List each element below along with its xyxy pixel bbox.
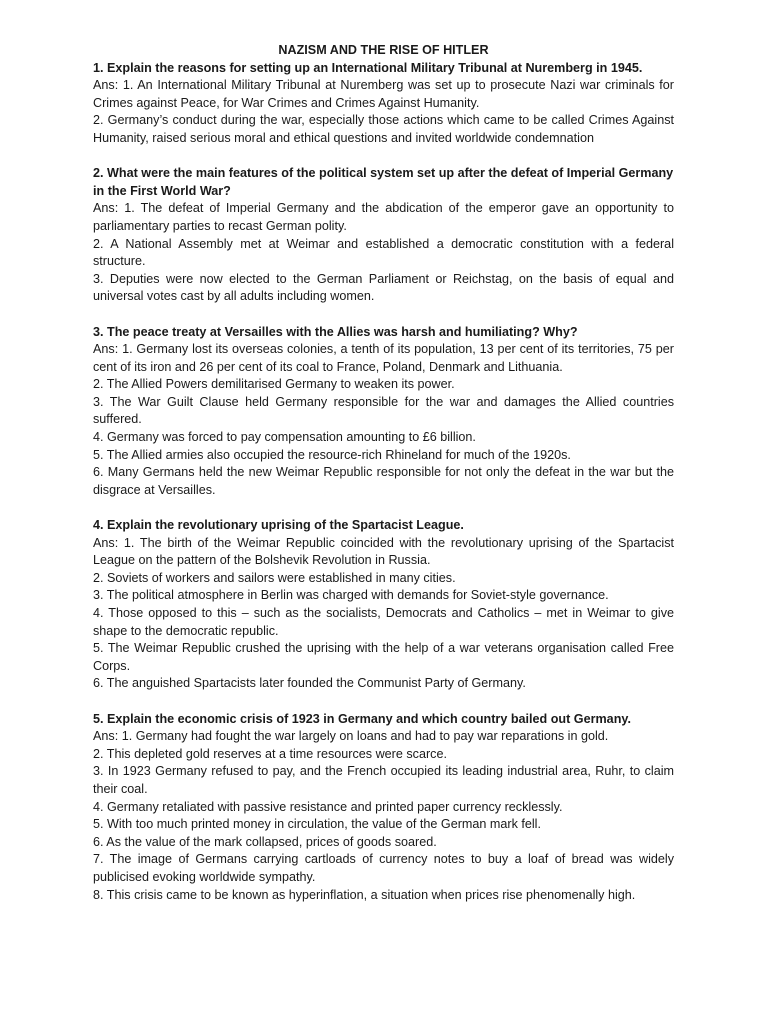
answer-paragraph: 3. The War Guilt Clause held Germany responsible for the war and damages the Allied countries suffered. <box>93 394 674 427</box>
answer-paragraph: 4. Germany retaliated with passive resistance and printed paper currency recklessly. <box>93 799 563 814</box>
answer-paragraph: Ans: 1. An International Military Tribunal at Nuremberg was set up to prosecute Nazi war criminals for Crimes against Peace, for War Crimes and Crimes Against Humanity. <box>93 78 674 110</box>
answer-paragraph: Ans: 1. Germany lost its overseas colonies, a tenth of its population, 13 per cent of its territories, 75 per cent of its iron and 26 per cent of its coal to France, Poland, Denmark and Lithuania. <box>93 342 674 374</box>
answer-paragraph: 5. With too much printed money in circulation, the value of the German mark fell. <box>93 817 541 832</box>
document-title: NAZISM AND THE RISE OF HITLER <box>278 43 489 57</box>
question-heading: 5. Explain the economic crisis of 1923 in Germany and which country bailed out Germany. <box>93 711 631 726</box>
question-section-4 <box>93 517 674 693</box>
question-heading: 3. The peace treaty at Versailles with the Allies was harsh and humiliating? Why? <box>93 324 578 339</box>
answer-paragraph: 6. As the value of the mark collapsed, prices of goods soared. <box>93 834 437 849</box>
answer-paragraph: Ans: 1. The birth of the Weimar Republic coincided with the revolutionary uprising of the Spartacist League on the pattern of the Bolshevik Revolution in Russia. <box>93 535 674 568</box>
question-heading: 2. What were the main features of the political system set up after the defeat of Imperial Germany in the First World War? <box>93 166 674 198</box>
document-page <box>93 42 674 922</box>
answer-paragraph: 7. The image of Germans carrying cartloads of currency notes to buy a loaf of bread was widely publicised evoking worldwide sympathy. <box>93 852 674 884</box>
answer-paragraph: 2. Soviets of workers and sailors were established in many cities. <box>93 570 456 585</box>
answer-paragraph: 2. The Allied Powers demilitarised Germany to weaken its power. <box>93 377 455 392</box>
answer-paragraph: 3. Deputies were now elected to the German Parliament or Reichstag, on the basis of equal and universal votes cast by all adults including women. <box>93 271 674 304</box>
question-section-1 <box>93 60 674 148</box>
answer-paragraph: 4. Germany was forced to pay compensation amounting to £6 billion. <box>93 430 476 445</box>
question-heading: 1. Explain the reasons for setting up an International Military Tribunal at Nuremberg in 1945. <box>93 60 643 75</box>
answer-paragraph: 6. The anguished Spartacists later founded the Communist Party of Germany. <box>93 676 526 691</box>
answer-paragraph: 6. Many Germans held the new Weimar Republic responsible for not only the defeat in the war but the disgrace at Versailles. <box>93 465 674 497</box>
answer-paragraph: 8. This crisis came to be known as hyperinflation, a situation when prices rise phenomenally high. <box>93 887 636 902</box>
question-section-3 <box>93 324 674 500</box>
question-heading: 4. Explain the revolutionary uprising of the Spartacist League. <box>93 518 464 533</box>
answer-paragraph: 3. In 1923 Germany refused to pay, and the French occupied its leading industrial area, Ruhr, to claim their coal. <box>93 764 674 796</box>
answer-paragraph: 5. The Weimar Republic crushed the uprising with the help of a war veterans organisation called Free Corps. <box>93 641 674 673</box>
answer-paragraph: 2. A National Assembly met at Weimar and established a democratic constitution with a federal structure. <box>93 236 674 269</box>
answer-paragraph: Ans: 1. The defeat of Imperial Germany and the abdication of the emperor gave an opportunity to parliamentary parties to recast German polity. <box>93 201 674 233</box>
question-section-5 <box>93 711 674 905</box>
answer-paragraph: 3. The political atmosphere in Berlin was charged with demands for Soviet-style governance. <box>93 588 609 603</box>
answer-paragraph: 2. This depleted gold reserves at a time resources were scarce. <box>93 746 447 761</box>
answer-paragraph: 2. Germany’s conduct during the war, especially those actions which came to be called Crimes Against Humanity, raised serious moral and ethical questions and invited worldwide condemnation <box>93 113 674 145</box>
question-section-2 <box>93 165 674 306</box>
answer-paragraph: 4. Those opposed to this – such as the socialists, Democrats and Catholics – met in Weimar to give shape to the democratic republic. <box>93 606 674 638</box>
answer-paragraph: Ans: 1. Germany had fought the war largely on loans and had to pay war reparations in gold. <box>93 729 609 744</box>
answer-paragraph: 5. The Allied armies also occupied the resource-rich Rhineland for much of the 1920s. <box>93 447 571 462</box>
